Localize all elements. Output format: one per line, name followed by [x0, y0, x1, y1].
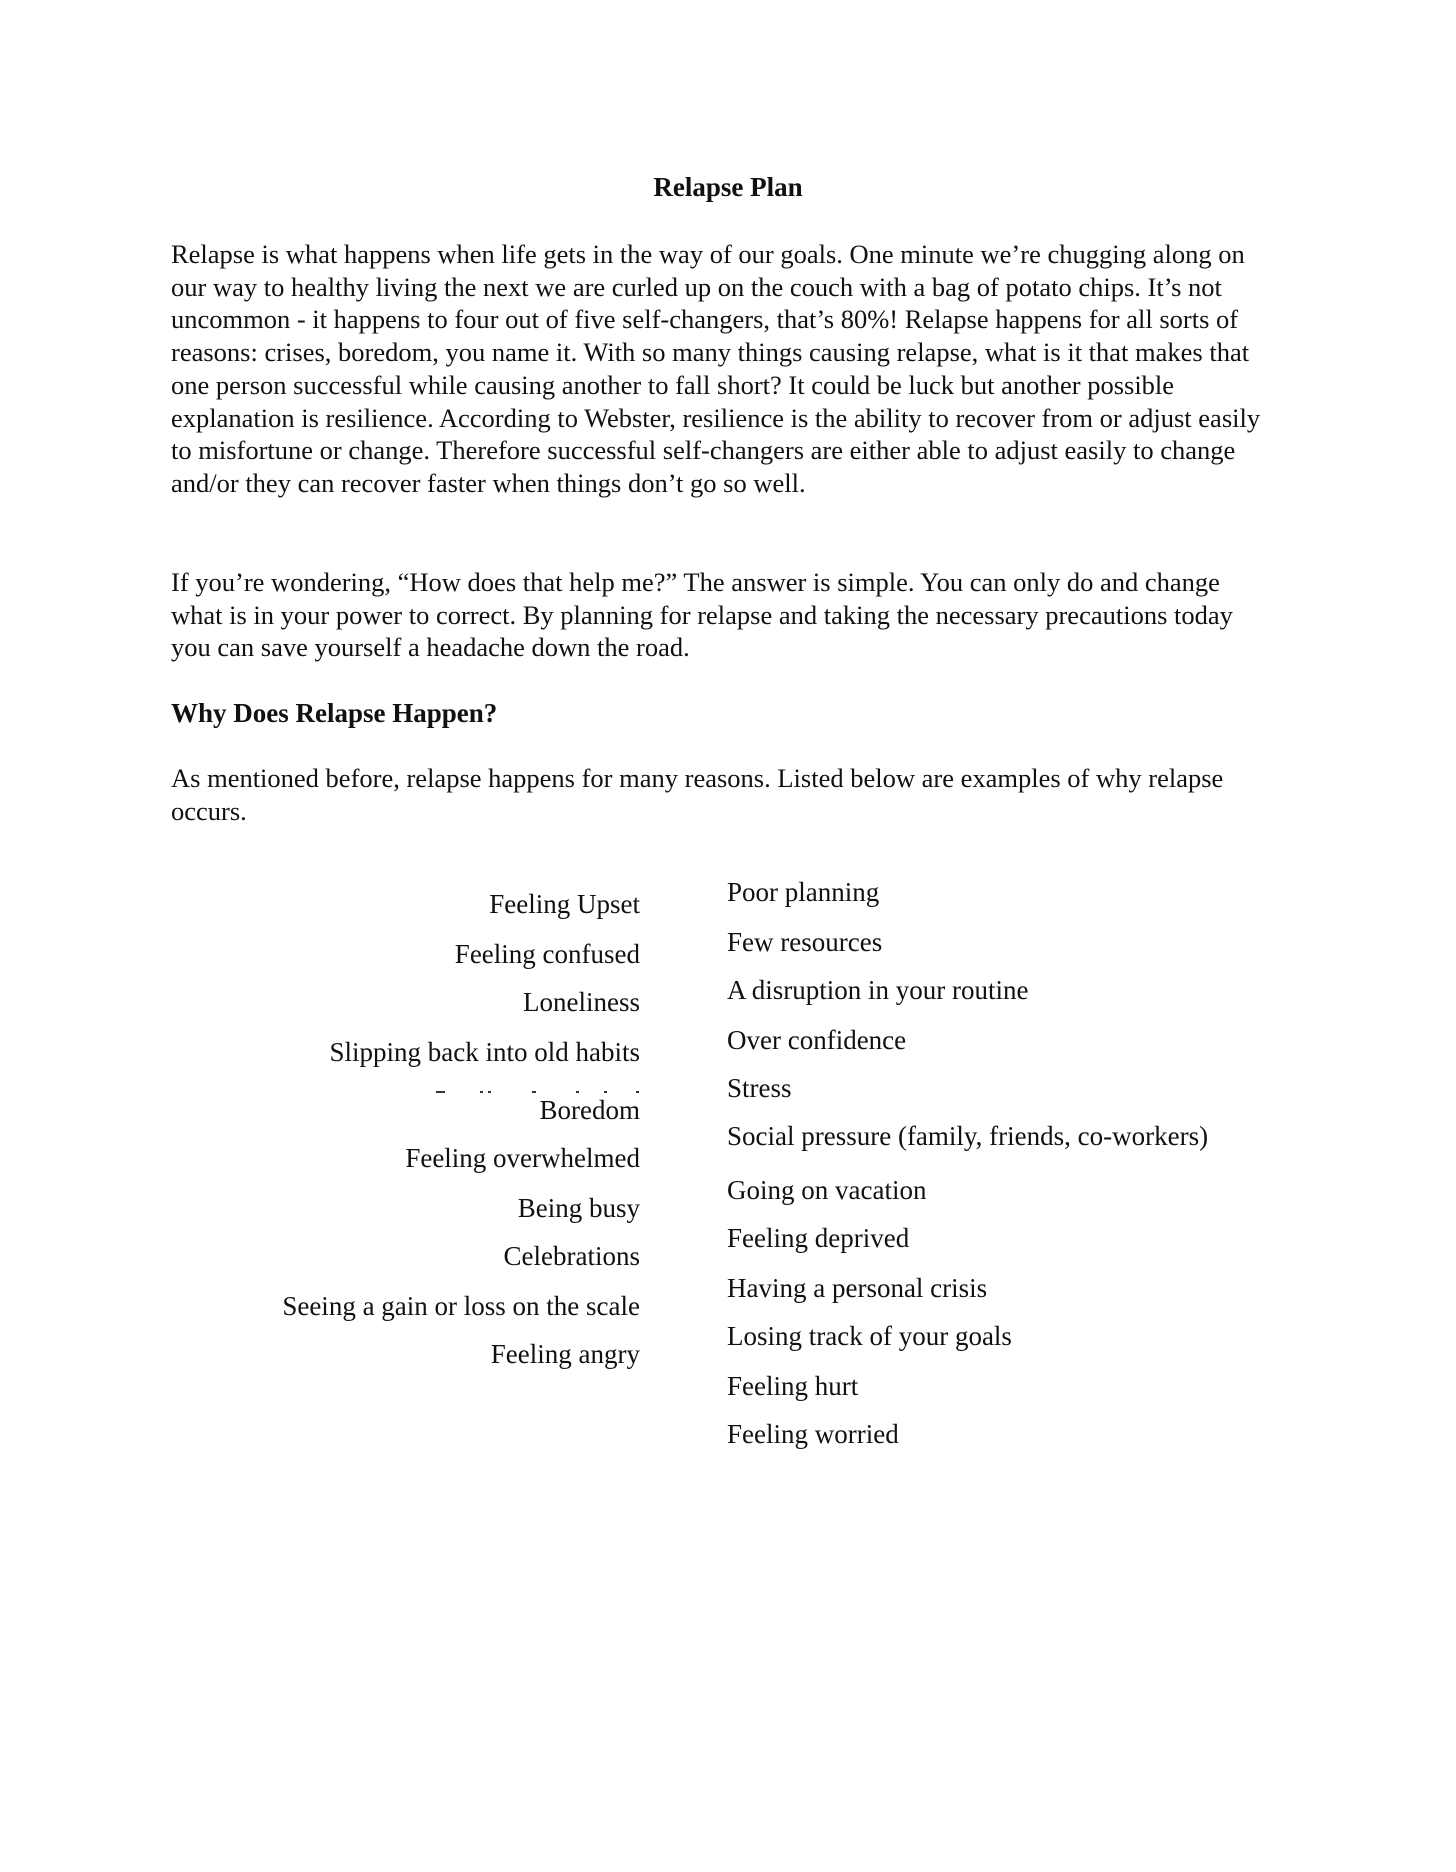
list-item: Stress [727, 1073, 792, 1103]
list-item: Feeling hurt [727, 1371, 859, 1401]
list-item: Going on vacation [727, 1175, 927, 1205]
list-item: A disruption in your routine [727, 975, 1029, 1005]
document-title: Relapse Plan [653, 172, 803, 202]
list-item: Slipping back into old habits [329, 1037, 640, 1067]
list-item: Having a personal crisis [727, 1273, 988, 1303]
list-item: Feeling worried [727, 1419, 899, 1449]
second-paragraph: If you’re wondering, “How does that help me?” The answer is simple. You can only do and change what is in your power to correct. By planning for relapse and taking the necessary precautions today you can save yourself a headache down the road. [171, 567, 1233, 663]
list-item: Few resources [727, 927, 883, 957]
section-heading: Why Does Relapse Happen? [171, 698, 498, 728]
list-item: Feeling angry [490, 1339, 640, 1369]
list-item: Poor planning [727, 877, 880, 907]
list-item: Social pressure (family, friends, co-workers) [727, 1121, 1209, 1151]
list-item: Feeling Upset [489, 889, 640, 919]
list-item: Over confidence [727, 1025, 907, 1055]
list-item: Losing track of your goals [727, 1321, 1012, 1351]
overlapping-text-fragment [436, 1088, 640, 1096]
list-item: Feeling deprived [727, 1223, 910, 1253]
list-item: Boredom [539, 1095, 640, 1125]
list-item: Feeling overwhelmed [405, 1143, 640, 1173]
list-item: Seeing a gain or loss on the scale [282, 1291, 640, 1321]
list-item: Celebrations [503, 1241, 640, 1271]
intro-paragraph: Relapse is what happens when life gets in the way of our goals. One minute we’re chugging along on our way to healthy living the next we are curled up on the couch with a bag of potato chips. It’s not uncommon - it happens to four out of five self-changers, that’s 80%! Relapse happens for all sorts of reasons: crises, boredom, you name it. With so many things causing relapse, what is it that makes that one person successful while causing another to fall short? It could be luck but another possible explanation is resilience. According to Webster, resilience is the ability to recover from or adjust easily to misfortune or change. Therefore successful self-changers are either able to adjust easily to change and/or they can recover faster when things don’t go so well. [171, 239, 1261, 498]
list-item: Feeling confused [454, 939, 640, 969]
list-item: Loneliness [523, 987, 640, 1017]
list-item: Being busy [517, 1193, 640, 1223]
section-intro: As mentioned before, relapse happens for many reasons. Listed below are examples of why relapse occurs. [171, 763, 1224, 826]
